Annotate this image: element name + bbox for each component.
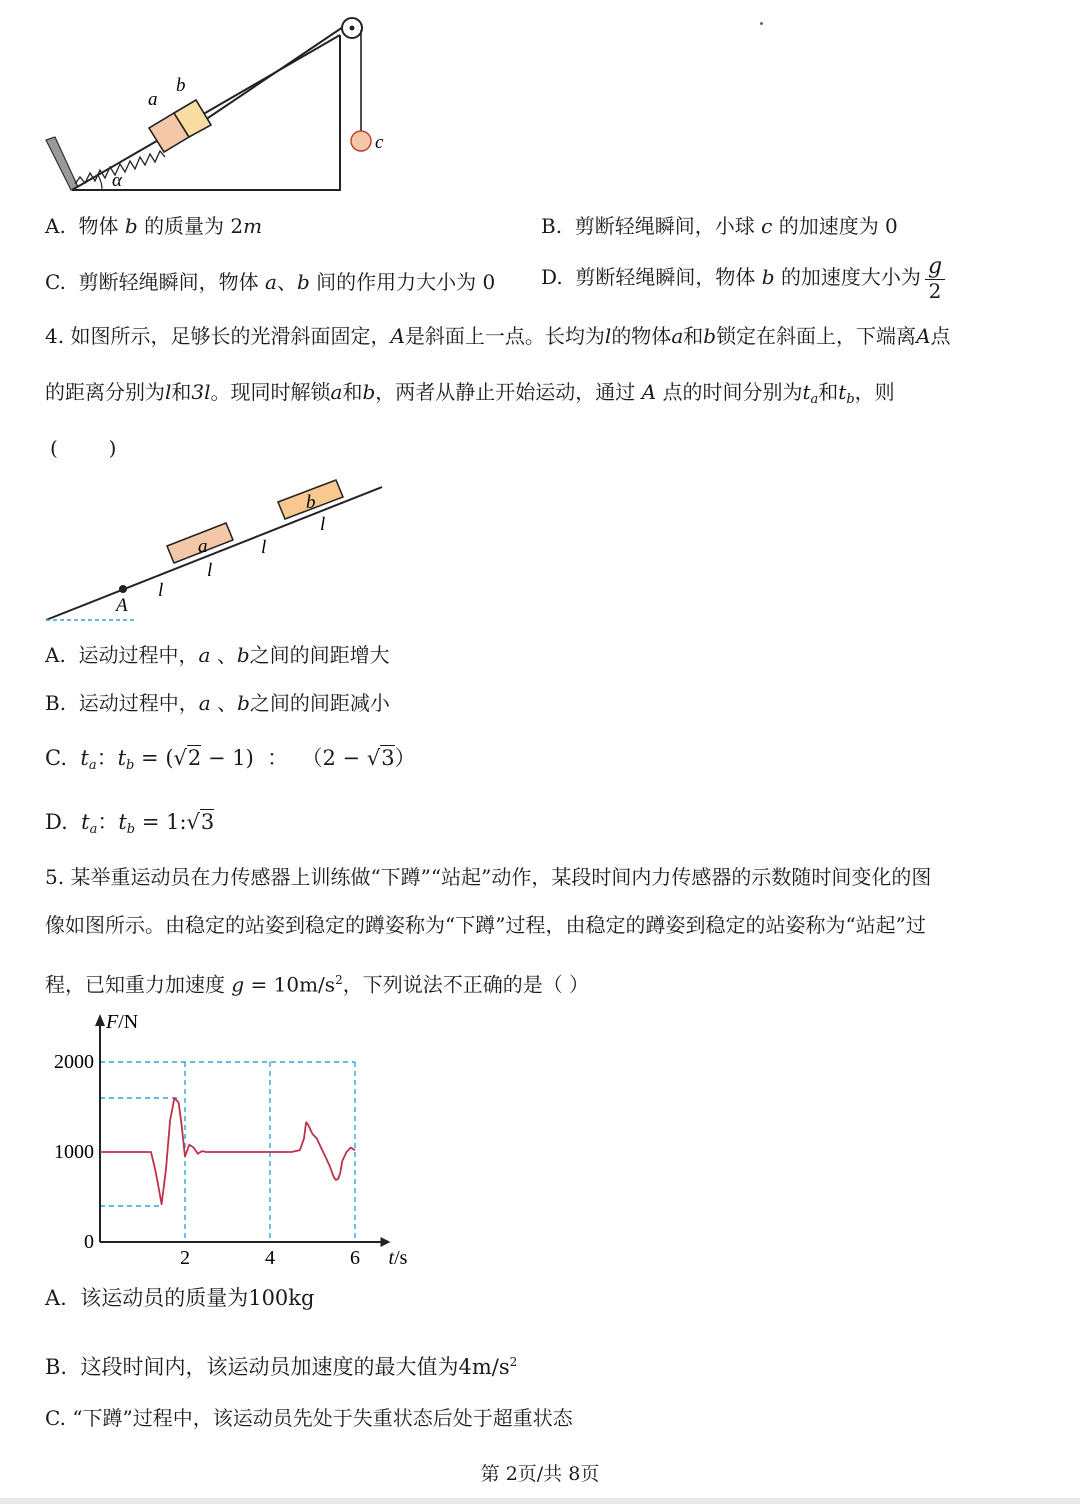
block-a-label: a xyxy=(198,536,208,557)
q4-answer-paren: ( ) xyxy=(50,436,117,460)
x-tick-6: 6 xyxy=(350,1247,360,1269)
q5-stem-line2: 像如图所示。由稳定的站姿到稳定的蹲姿称为“下蹲”过程，由稳定的蹲姿到稳定的站姿称为“站起”过 xyxy=(45,913,926,937)
label-a: a xyxy=(148,89,158,110)
q4-stem-line1: 4. 如图所示，足够长的光滑斜面固定，A是斜面上一点。长均为l的物体a和b锁定在斜面上，下端离A点 xyxy=(45,324,951,348)
q4-option-b[interactable]: B. 运动过程中，a 、b之间的间距减小 xyxy=(45,691,390,715)
scan-dot xyxy=(760,22,763,25)
y-tick-0: 0 xyxy=(84,1231,94,1253)
q3-option-b[interactable]: B. 剪断轻绳瞬间，小球 c 的加速度为 0 xyxy=(541,214,898,238)
q3-option-d[interactable]: D. 剪断轻绳瞬间，物体 b 的加速度大小为 $\frac{g}{2}$ xyxy=(541,255,945,302)
len-l-1: l xyxy=(158,580,164,601)
q4-figure xyxy=(40,478,390,628)
len-l-4: l xyxy=(320,514,326,535)
q3-option-c[interactable]: C. 剪断轻绳瞬间，物体 a、b 间的作用力大小为 0 xyxy=(45,270,496,294)
label-b: b xyxy=(176,75,186,96)
point-a-label: A xyxy=(116,595,128,616)
label-c: c xyxy=(375,132,384,153)
series-line-F xyxy=(100,1098,355,1204)
q3-option-a[interactable]: A. 物体 b 的质量为 2m xyxy=(45,214,263,238)
y-tick-1000: 1000 xyxy=(54,1141,94,1163)
bottom-edge-shadow xyxy=(0,1498,1080,1504)
q5-stem-line3: 程，已知重力加速度 $g = 10m/s^2$，下列说法不正确的是（ ） xyxy=(45,972,590,997)
x-axis-label: t/s xyxy=(388,1247,408,1269)
y-axis-arrow xyxy=(95,1014,105,1026)
q4-option-c[interactable]: C. $t_a$：$t_b = (√2 - 1)$ ： （2 − √3） xyxy=(45,746,416,773)
q3-figure xyxy=(40,15,410,200)
len-l-3: l xyxy=(261,537,267,558)
page-footer: 第 2页/共 8页 xyxy=(480,1463,600,1485)
y-tick-2000: 2000 xyxy=(54,1051,94,1073)
q4-option-a[interactable]: A. 运动过程中，a 、b之间的间距增大 xyxy=(45,643,390,667)
block-b-label: b xyxy=(306,492,316,513)
label-alpha: α xyxy=(112,170,122,191)
q4-option-d[interactable]: D. $t_a$：$t_b$ = 1:√3 xyxy=(45,810,215,837)
fraction-g-over-2: $\frac{g}{2}$ xyxy=(925,255,945,302)
q5-force-time-chart xyxy=(40,1010,410,1275)
q4-stem-line2: 的距离分别为l和3l。现同时解锁a和b，两者从静止开始运动，通过 A 点的时间分别为$t_a$和$t_b$，则 xyxy=(45,380,895,407)
q5-option-b[interactable]: B. 这段时间内，该运动员加速度的最大值为$4m/s^2$ xyxy=(45,1355,518,1379)
x-tick-2: 2 xyxy=(180,1247,190,1269)
x-axis-arrow xyxy=(381,1237,391,1247)
q5-option-c[interactable]: C. “下蹲”过程中，该运动员先处于失重状态后处于超重状态 xyxy=(45,1406,573,1430)
len-l-2: l xyxy=(207,560,213,581)
q5-stem-line1: 5. 某举重运动员在力传感器上训练做“下蹲”“站起”动作，某段时间内力传感器的示数随时间变化的图 xyxy=(45,865,932,889)
x-tick-4: 4 xyxy=(265,1247,275,1269)
y-axis-label: F/N xyxy=(106,1011,139,1033)
q5-option-a[interactable]: A. 该运动员的质量为100kg xyxy=(45,1286,315,1310)
